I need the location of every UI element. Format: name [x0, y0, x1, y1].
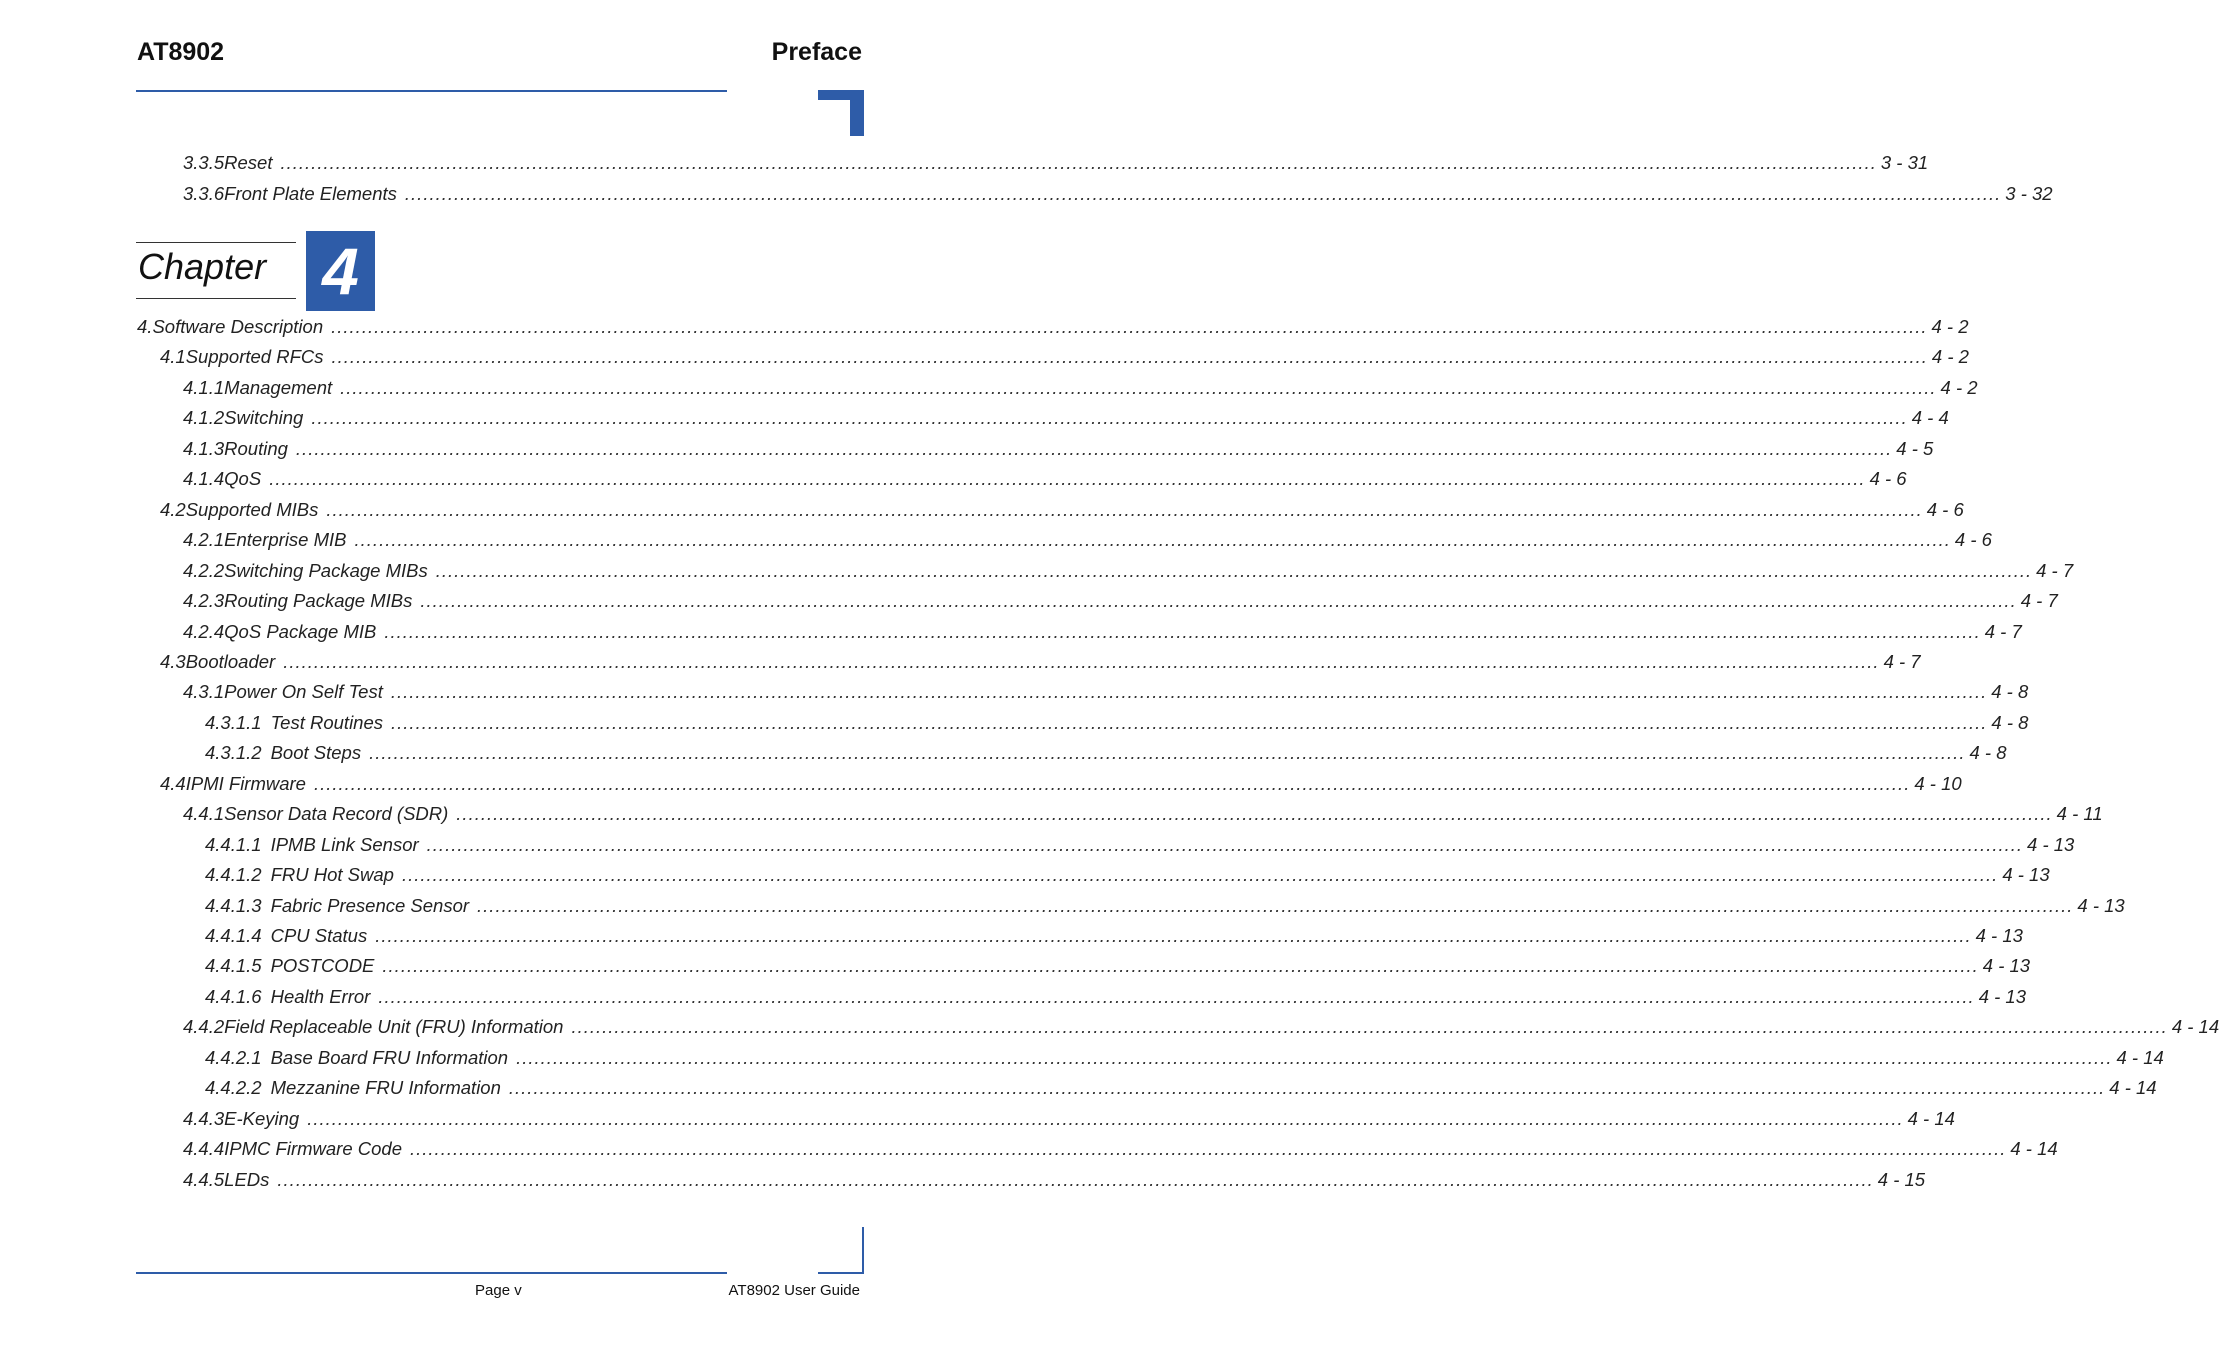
toc-entry-title: E-Keying	[224, 1107, 300, 1129]
toc-leader-dots: ....................................................................................................................................................................................................................................................................	[311, 407, 1908, 429]
toc-entry-title: Field Replaceable Unit (FRU) Information	[224, 1016, 564, 1038]
toc-entry-title: CPU Status	[270, 925, 368, 946]
toc-entry[interactable]	[205, 985, 2026, 1010]
toc-entry-number: 4.3.1.2	[205, 742, 262, 764]
toc-entry-title: Mezzanine FRU Information	[270, 1077, 501, 1099]
toc-entry[interactable]	[183, 152, 1929, 176]
toc-leader-dots: ....................................................................................................................................................................................................................................................................	[277, 1168, 1874, 1190]
toc-entry[interactable]	[205, 711, 2029, 736]
toc-entry[interactable]	[183, 529, 1992, 553]
toc-entry-page: 4 - 2	[1931, 346, 1969, 368]
toc-entry-number: 4.3.1.1	[205, 711, 262, 733]
toc-leader-dots: ....................................................................................................................................................................................................................................................................	[378, 985, 1975, 1007]
toc-entry-number: 4.4	[160, 772, 186, 794]
toc-entry-page: 4 - 7	[2036, 559, 2074, 581]
toc-entry[interactable]	[205, 1077, 2157, 1101]
toc-entry-number: 4.4.1	[183, 803, 225, 825]
toc-entry-title: Switching Package MIBs	[224, 559, 428, 581]
toc-entry-page: 4 - 2	[1931, 316, 1969, 337]
toc-entry-page: 4 - 8	[1991, 711, 2029, 733]
footer-corner-horizontal	[818, 1272, 864, 1274]
toc-entry-page: 4 - 14	[1907, 1107, 1955, 1129]
toc-entry-number: 4.3	[160, 650, 186, 672]
toc-entry-number: 4.1.3	[183, 437, 225, 459]
toc-leader-dots: ....................................................................................................................................................................................................................................................................	[313, 772, 1911, 794]
toc-entry-page: 4 - 8	[1969, 742, 2007, 764]
toc-entry[interactable]	[205, 833, 2075, 858]
toc-entry[interactable]	[160, 498, 1964, 523]
toc-entry-title: Management	[224, 376, 333, 398]
toc-entry-title: POSTCODE	[270, 955, 375, 977]
toc-entry-title: Routing	[224, 437, 288, 459]
toc-entry[interactable]	[183, 437, 1934, 462]
toc-entry-number: 4.1.1	[183, 376, 225, 398]
toc-leader-dots: ....................................................................................................................................................................................................................................................................	[477, 894, 2074, 916]
toc-entry-page: 3 - 31	[1880, 152, 1929, 173]
toc-entry-number: 4.4.2	[183, 1016, 225, 1038]
toc-entry-number: 4.4.3	[183, 1107, 225, 1129]
header-section: Preface	[771, 38, 862, 66]
toc-leader-dots: ....................................................................................................................................................................................................................................................................	[571, 1016, 2168, 1038]
toc-entry[interactable]	[137, 316, 1969, 340]
toc-entry-number: 4.4.1.1	[205, 833, 262, 855]
toc-entry[interactable]	[160, 650, 1921, 675]
toc-entry-title: FRU Hot Swap	[270, 864, 394, 886]
toc-entry[interactable]	[183, 620, 2022, 645]
toc-entry-number: 4.4.2.1	[205, 1046, 262, 1068]
toc-leader-dots: ....................................................................................................................................................................................................................................................................	[354, 529, 1951, 551]
toc-entry-title: Routing Package MIBs	[224, 590, 413, 612]
toc-entry-page: 4 - 8	[1991, 681, 2029, 703]
toc-entry-page: 4 - 5	[1896, 437, 1934, 459]
toc-leader-dots: ....................................................................................................................................................................................................................................................................	[456, 803, 2053, 825]
toc-entry[interactable]	[183, 183, 2053, 207]
toc-entry-title: Enterprise MIB	[224, 529, 347, 551]
toc-entry-title: Base Board FRU Information	[270, 1046, 509, 1068]
toc-entry-number: 4.2	[160, 498, 186, 520]
toc-entry[interactable]	[205, 742, 2007, 766]
toc-leader-dots: ....................................................................................................................................................................................................................................................................	[331, 316, 1928, 337]
toc-entry-number: 4.4.1.3	[205, 894, 262, 916]
toc-entry-page: 4 - 7	[1883, 650, 1921, 672]
toc-entry-page: 4 - 6	[1926, 498, 1964, 520]
footer-guide-title: AT8902 User Guide	[728, 1282, 860, 1299]
toc-entry[interactable]	[160, 346, 1969, 370]
toc-entry-number: 4.1.4	[183, 468, 225, 490]
toc-entry-number: 3.3.5	[183, 152, 225, 173]
toc-leader-dots: ....................................................................................................................................................................................................................................................................	[426, 833, 2024, 855]
toc-entry-page: 4 - 7	[2020, 590, 2058, 612]
toc-entry[interactable]	[205, 894, 2125, 919]
toc-entry[interactable]	[205, 864, 2050, 888]
toc-entry-number: 3.3.6	[183, 183, 225, 204]
toc-entry[interactable]	[183, 803, 2103, 827]
header-product: AT8902	[137, 38, 225, 66]
toc-leader-dots: ....................................................................................................................................................................................................................................................................	[280, 152, 1877, 173]
toc-entry-page: 4 - 14	[2010, 1138, 2058, 1160]
toc-entry-title: Fabric Presence Sensor	[270, 894, 470, 916]
toc-entry-number: 4.2.4	[183, 620, 225, 642]
toc-leader-dots: ....................................................................................................................................................................................................................................................................	[269, 468, 1866, 490]
toc-leader-dots: ....................................................................................................................................................................................................................................................................	[401, 864, 1999, 886]
toc-leader-dots: ....................................................................................................................................................................................................................................................................	[516, 1046, 2113, 1068]
chapter-number-box: 4	[306, 231, 375, 311]
toc-leader-dots: ....................................................................................................................................................................................................................................................................	[420, 590, 2017, 612]
toc-entry-number: 4.3.1	[183, 681, 225, 703]
toc-entry-title: Front Plate Elements	[224, 183, 397, 204]
toc-leader-dots: ....................................................................................................................................................................................................................................................................	[382, 955, 1979, 977]
toc-entry-title: Boot Steps	[270, 742, 362, 764]
toc-entry-title: Sensor Data Record (SDR)	[224, 803, 449, 825]
toc-entry-page: 4 - 13	[2077, 894, 2125, 916]
toc-leader-dots: ....................................................................................................................................................................................................................................................................	[331, 346, 1928, 368]
toc-entry[interactable]	[183, 376, 1978, 401]
toc-entry-page: 4 - 6	[1954, 529, 1992, 551]
toc-leader-dots: ....................................................................................................................................................................................................................................................................	[384, 620, 1981, 642]
toc-entry-page: 4 - 13	[1975, 925, 2023, 946]
toc-entry-page: 4 - 2	[1940, 376, 1978, 398]
toc-entry-page: 4 - 14	[2109, 1077, 2157, 1099]
toc-entry[interactable]	[183, 1168, 1926, 1193]
toc-entry-title: Switching	[224, 407, 304, 429]
toc-entry-number: 4.2.3	[183, 590, 225, 612]
footer-page-number: Page v	[475, 1282, 522, 1299]
toc-entry-title: IPMC Firmware Code	[224, 1138, 402, 1160]
chapter-rule-top	[136, 242, 296, 243]
toc-leader-dots: ....................................................................................................................................................................................................................................................................	[307, 1107, 1904, 1129]
toc-entry-page: 3 - 32	[2005, 183, 2053, 204]
toc-entry[interactable]	[205, 1046, 2164, 1071]
toc-entry-number: 4.4.4	[183, 1138, 225, 1160]
footer-rule	[136, 1272, 727, 1274]
toc-entry-page: 4 - 7	[1984, 620, 2022, 642]
toc-entry-title: Software Description	[152, 316, 324, 337]
footer-corner-vertical	[862, 1227, 864, 1274]
toc-entry-title: Supported RFCs	[185, 346, 324, 368]
toc-entry-number: 4.2.2	[183, 559, 225, 581]
toc-entry[interactable]	[183, 681, 2029, 705]
toc-entry-title: Supported MIBs	[185, 498, 319, 520]
chapter-word: Chapter	[138, 246, 267, 287]
header-rule	[136, 90, 727, 92]
toc-entry-title: Power On Self Test	[224, 681, 383, 703]
toc-entry-page: 4 - 13	[2027, 833, 2075, 855]
toc-entry[interactable]	[183, 559, 2074, 584]
toc-leader-dots: ....................................................................................................................................................................................................................................................................	[326, 498, 1923, 520]
toc-entry[interactable]	[183, 468, 1907, 492]
toc-entry-title: Health Error	[270, 985, 371, 1007]
toc-entry[interactable]	[183, 1138, 2058, 1162]
toc-entry-title: IPMI Firmware	[185, 772, 306, 794]
toc-entry[interactable]	[160, 772, 1962, 797]
toc-entry-number: 4.4.2.2	[205, 1077, 262, 1099]
toc-leader-dots: ....................................................................................................................................................................................................................................................................	[283, 650, 1880, 672]
toc-entry-page: 4 - 4	[1911, 407, 1949, 429]
toc-leader-dots: ....................................................................................................................................................................................................................................................................	[369, 742, 1966, 764]
toc-entry-title: Reset	[224, 152, 273, 173]
toc-entry-number: 4.	[137, 316, 153, 337]
toc-entry-number: 4.4.5	[183, 1168, 225, 1190]
toc-entry-number: 4.4.1.5	[205, 955, 262, 977]
toc-entry-page: 4 - 13	[1982, 955, 2031, 977]
toc-entry-page: 4 - 6	[1869, 468, 1907, 490]
toc-entry-title: QoS	[224, 468, 262, 490]
toc-entry[interactable]	[183, 1107, 1955, 1132]
toc-entry-page: 4 - 14	[2171, 1016, 2219, 1038]
toc-leader-dots: ....................................................................................................................................................................................................................................................................	[508, 1077, 2106, 1099]
header-corner-vertical	[850, 90, 864, 136]
toc-entry-number: 4.4.1.6	[205, 985, 262, 1007]
toc-entry-page: 4 - 13	[1978, 985, 2026, 1007]
toc-leader-dots: ....................................................................................................................................................................................................................................................................	[435, 559, 2033, 581]
toc-leader-dots: ....................................................................................................................................................................................................................................................................	[295, 437, 1893, 459]
toc-entry-title: LEDs	[224, 1168, 270, 1190]
toc-entry-number: 4.1.2	[183, 407, 225, 429]
toc-entry-page: 4 - 10	[1914, 772, 1962, 794]
toc-entry-page: 4 - 11	[2056, 803, 2103, 825]
toc-entry-page: 4 - 14	[2116, 1046, 2164, 1068]
toc-entry[interactable]	[205, 955, 2031, 979]
toc-entry-title: IPMB Link Sensor	[270, 833, 419, 855]
chapter-rule-bottom	[136, 298, 296, 299]
toc-entry-page: 4 - 15	[1877, 1168, 1926, 1190]
toc-entry-number: 4.1	[160, 346, 186, 368]
toc-entry-title: Test Routines	[270, 711, 384, 733]
toc-entry-number: 4.2.1	[183, 529, 225, 551]
toc-entry-page: 4 - 13	[2002, 864, 2050, 886]
toc-leader-dots: ....................................................................................................................................................................................................................................................................	[390, 681, 1988, 703]
toc-leader-dots: ....................................................................................................................................................................................................................................................................	[404, 183, 2002, 204]
toc-leader-dots: ....................................................................................................................................................................................................................................................................	[340, 376, 1937, 398]
toc-entry[interactable]	[183, 1016, 2219, 1040]
toc-entry-number: 4.4.1.2	[205, 864, 262, 886]
toc-leader-dots: ....................................................................................................................................................................................................................................................................	[391, 711, 1988, 733]
toc-entry[interactable]	[205, 925, 2023, 949]
toc-entry-title: Bootloader	[185, 650, 276, 672]
toc-entry-title: QoS Package MIB	[224, 620, 377, 642]
toc-entry[interactable]	[183, 407, 1949, 431]
toc-leader-dots: ....................................................................................................................................................................................................................................................................	[375, 925, 1972, 946]
toc-leader-dots: ....................................................................................................................................................................................................................................................................	[410, 1138, 2007, 1160]
toc-entry-number: 4.4.1.4	[205, 925, 262, 946]
toc-entry[interactable]	[183, 590, 2058, 614]
